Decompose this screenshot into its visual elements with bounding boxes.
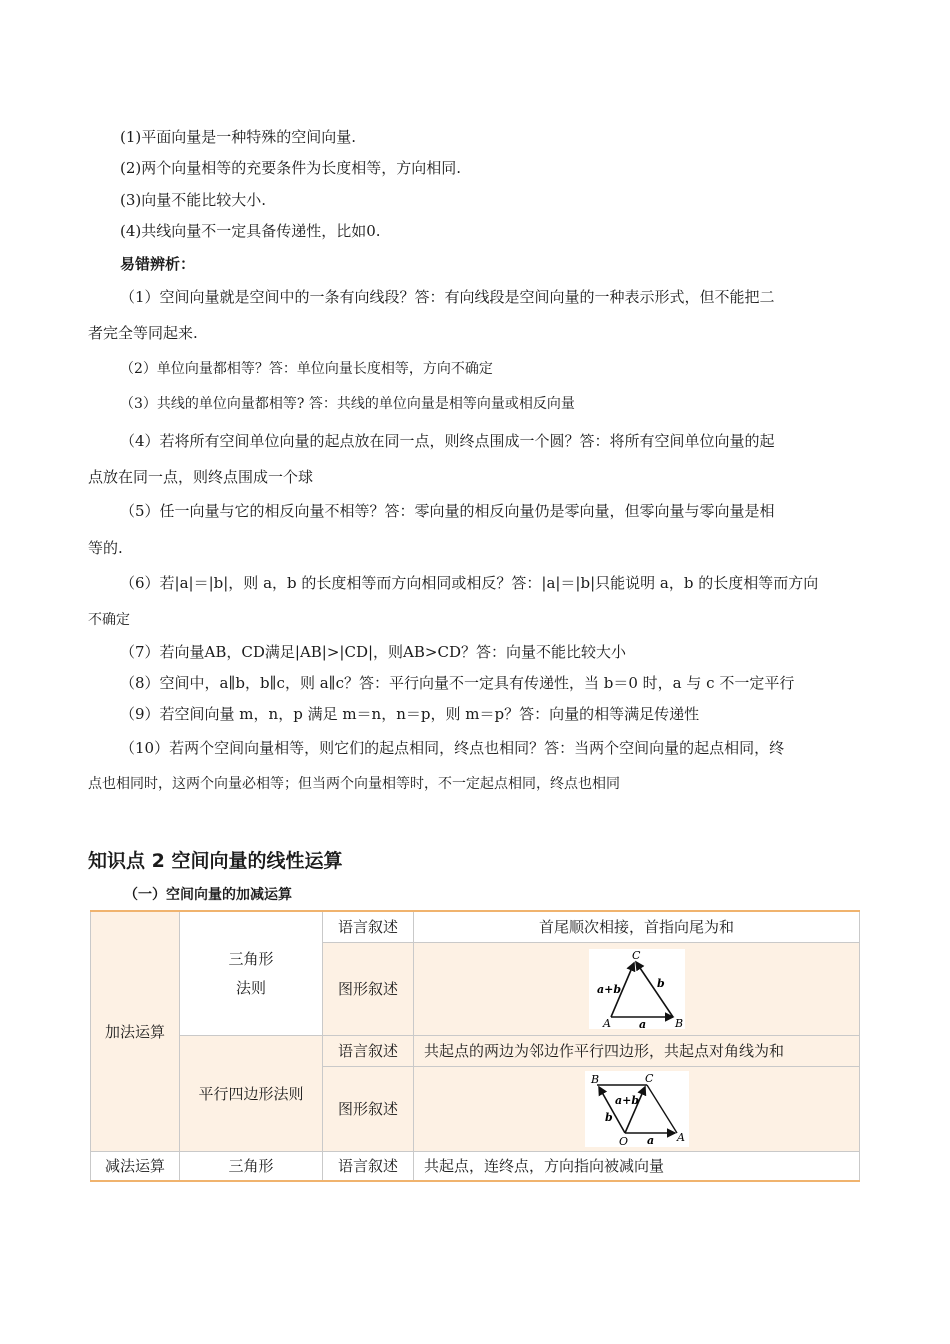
cell-para-figure	[414, 1066, 860, 1151]
cell-para-rule: 平行四边形法则	[180, 1035, 323, 1151]
error-5-line-2: 等的.	[88, 539, 123, 557]
error-10-line-1: （10）若两个空间向量相等，则它们的起点相同，终点也相同？答：当两个空间向量的起点相同，终	[120, 739, 785, 757]
label-B: B	[590, 1072, 599, 1086]
cell-fig-1: 图形叙述	[323, 942, 414, 1035]
error-4-line-2: 点放在同一点，则终点围成一个球	[88, 468, 314, 486]
vector-ops-table	[90, 910, 860, 1182]
cell-tri-text: 首尾顺次相接，首指向尾为和	[414, 911, 860, 942]
label-A: A	[602, 1016, 611, 1029]
tri-rule-line-1: 三角形	[228, 950, 274, 969]
error-8: （8）空间中，a∥b，b∥c，则 a∥c？答：平行向量不一定具有传递性，当 b＝0 时，a 与 c 不一定平行	[120, 674, 795, 692]
note-3: (3)向量不能比较大小.	[120, 191, 267, 209]
cell-tri-figure	[414, 942, 860, 1035]
label-O: O	[618, 1134, 628, 1147]
cell-lang-3: 语言叙述	[323, 1151, 414, 1181]
cell-add-op: 加法运算	[91, 911, 180, 1151]
error-2: （2）单位向量都相等？答：单位向量长度相等，方向不确定	[120, 361, 493, 377]
cell-sub-text: 共起点，连终点，方向指向被减向量	[414, 1151, 860, 1181]
edge-CA	[647, 1085, 677, 1133]
error-1-line-2: 者完全等同起来.	[88, 324, 198, 342]
error-10-line-2: 点也相同时，这两个向量必相等；但当两个向量相等时，不一定起点相同，终点也相同	[88, 776, 620, 792]
cell-para-text: 共起点的两边为邻边作平行四边形，共起点对角线为和	[414, 1035, 860, 1066]
error-6-line-2: 不确定	[88, 612, 130, 628]
label-C: C	[644, 1071, 653, 1085]
section-subtitle: （一）空间向量的加减运算	[124, 887, 292, 903]
label-a: a	[646, 1133, 654, 1147]
error-4-line-1: （4）若将所有空间单位向量的起点放在同一点，则终点围成一个圆？答：将所有空间单位向量的起	[120, 432, 775, 450]
cell-sub-op: 减法运算	[91, 1151, 180, 1181]
error-3: （3）共线的单位向量都相等? 答：共线的单位向量是相等向量或相反向量	[120, 396, 575, 412]
label-sum: a+b	[614, 1093, 639, 1107]
note-2: (2)两个向量相等的充要条件为长度相等，方向相同.	[120, 159, 462, 177]
note-4: (4)共线向量不一定具备传递性，比如0.	[120, 222, 381, 240]
label-sum: a+b	[596, 982, 621, 996]
label-b: b	[604, 1110, 613, 1124]
triangle-rule-figure	[589, 949, 685, 1029]
error-9: （9）若空间向量 m，n，p 满足 m＝n，n＝p，则 m＝p？答：向量的相等满足传递性	[120, 705, 700, 723]
vector-b-line	[636, 962, 673, 1017]
label-C: C	[631, 948, 640, 962]
label-A: A	[676, 1130, 685, 1144]
note-1: (1)平面向量是一种特殊的空间向量.	[120, 128, 357, 146]
label-B: B	[674, 1016, 683, 1029]
parallelogram-rule-figure	[585, 1071, 689, 1147]
label-a: a	[638, 1017, 646, 1029]
error-7: （7）若向量AB，CD满足|AB|>|CD|，则AB>CD？答：向量不能比较大小	[120, 643, 626, 661]
tri-rule-line-2: 法则	[235, 979, 266, 998]
cell-lang-1: 语言叙述	[323, 911, 414, 942]
error-1-line-1: （1）空间向量就是空间中的一条有向线段？答：有向线段是空间向量的一种表示形式，但不能把二	[120, 288, 775, 306]
cell-lang-2: 语言叙述	[323, 1035, 414, 1066]
error-5-line-1: （5）任一向量与它的相反向量不相等？答：零向量的相反向量仍是零向量，但零向量与零向量是相	[120, 502, 775, 520]
cell-sub-rule: 三角形	[180, 1151, 323, 1181]
section-title: 知识点 2 空间向量的线性运算	[88, 850, 343, 872]
label-b: b	[656, 976, 665, 990]
errors-title: 易错辨析：	[120, 255, 196, 273]
cell-fig-2: 图形叙述	[323, 1066, 414, 1151]
error-6-line-1: （6）若|a|＝|b|，则 a，b 的长度相等而方向相同或相反？答：|a|＝|b|只能说明 a，b 的长度相等而方向	[120, 574, 819, 592]
cell-tri-rule	[180, 911, 323, 1035]
